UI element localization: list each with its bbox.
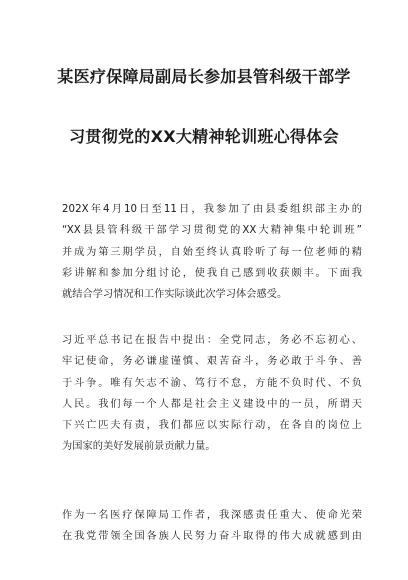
paragraph-line: 牢记使命，务必谦虚谨慎、艰苦奋斗，务必敢于斗争、善 xyxy=(62,356,362,368)
paragraph-line: 202X年4月10日至11日，我参加了由县委组织部主办的 xyxy=(62,204,362,215)
paragraph-line: 于斗争。唯有矢志不渝、笃行不怠，方能不负时代、不负 xyxy=(62,377,362,389)
paragraph-line: “XX县县管科级干部学习贯彻党的XX大精神集中轮训班” xyxy=(62,225,362,237)
paragraph-line: 并成为第三期学员，自始至终认真聆听了每一位老师的精 xyxy=(62,246,362,258)
paragraph-line: 为国家的美好发展前景贡献力量。 xyxy=(62,441,216,453)
paragraph-line: 彩讲解和参加分组讨论，使我自己感到收获颇丰。下面我 xyxy=(62,267,362,279)
paragraph-line: 习近平总书记在报告中提出：全党同志，务必不忘初心、 xyxy=(62,335,362,346)
document-title-line-2: 习贯彻党的XX大精神轮训班心得体会 xyxy=(69,127,339,146)
paragraph-3 xyxy=(62,505,362,548)
paragraph-2 xyxy=(62,330,362,458)
paragraph-line: 人民。我们每一个人都是社会主义建设中的一员，所谓天 xyxy=(62,398,362,410)
paragraph-line: 下兴亡匹夫有责，我们都应以实际行动，在各自的岗位上 xyxy=(62,420,362,432)
paragraph-line: 就结合学习情况和工作实际谈此次学习体会感受。 xyxy=(62,289,288,301)
paragraph-1 xyxy=(62,199,362,305)
paragraph-line: 作为一名医疗保障局工作者，我深感责任重大、使命光荣 xyxy=(62,510,362,521)
paragraph-line: 在我党带领全国各族人民努力奋斗取得的伟大成就感到由 xyxy=(62,531,362,543)
document-title-line-1: 某医疗保障局副局长参加县管科级干部学 xyxy=(57,67,351,86)
